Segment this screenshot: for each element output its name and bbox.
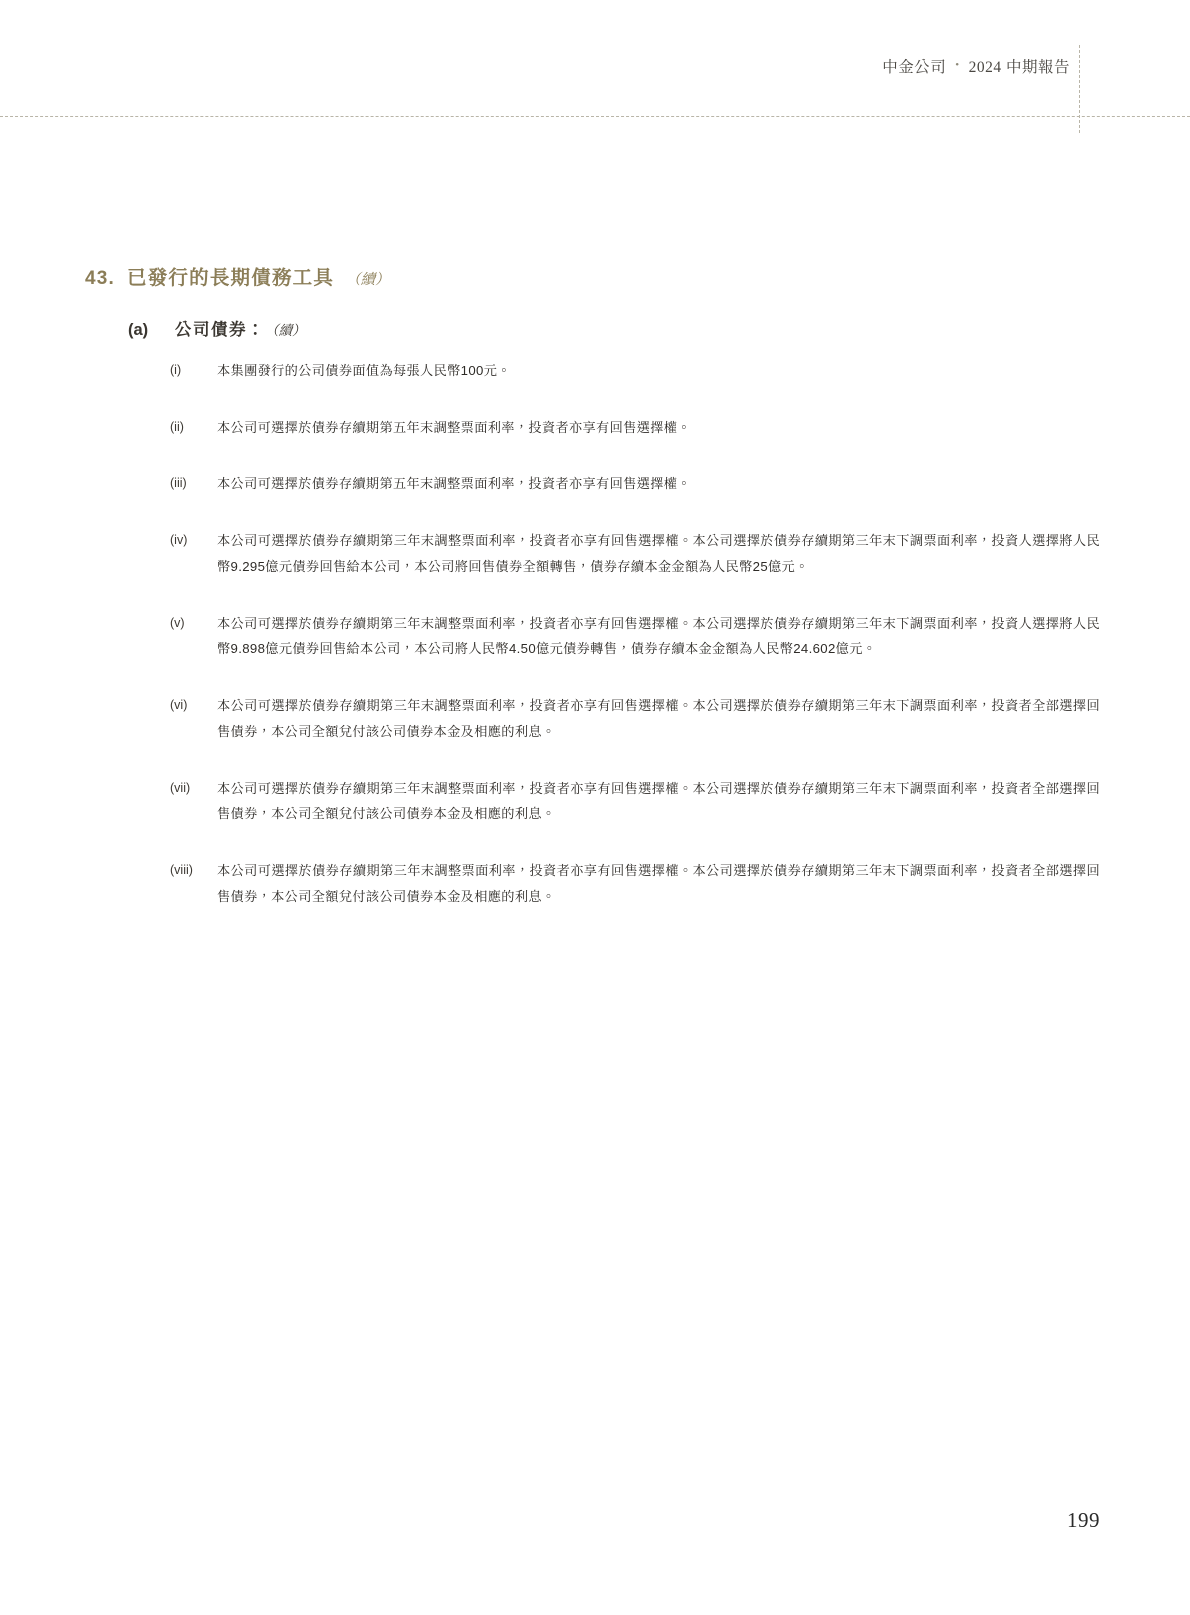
clause-text: 本集團發行的公司債券面值為每張人民幣100元。	[217, 363, 511, 378]
clause-list	[170, 358, 1100, 910]
clause-marker: (i)	[170, 363, 182, 377]
clause-text: 本公司可選擇於債券存續期第五年末調整票面利率，投資者亦享有回售選擇權。	[217, 476, 691, 492]
clause-text: 本公司可選擇於債券存續期第三年末調整票面利率，投資者亦享有回售選擇權。本公司選擇於債券存續期第三年末下調票面利率，投資人選擇將人民幣9.898億元債券回售給本公司，本公司將人民幣4.50億元債券轉售，債券存續本金金額為人民幣24.602億元。	[217, 615, 1100, 657]
clause-marker: (vii)	[170, 780, 191, 795]
list-item	[170, 415, 1100, 441]
clause-text: 本公司可選擇於債券存續期第三年末調整票面利率，投資者亦享有回售選擇權。本公司選擇於債券存續期第三年末下調票面利率，投資者全部選擇回售債券，本公司全額兌付該公司債券本金及相應的利息。	[217, 863, 1100, 904]
list-item	[170, 611, 1100, 662]
section-number: 43.	[85, 268, 116, 289]
subsection-label: (a)	[128, 321, 149, 339]
clause-marker: (ii)	[170, 419, 184, 434]
subsection-continued-note: （續）	[265, 323, 306, 338]
section-heading	[85, 262, 1100, 290]
header-bullet-icon: •	[955, 58, 960, 71]
clause-marker: (vi)	[170, 698, 188, 713]
list-item	[170, 693, 1100, 744]
list-item	[170, 358, 1100, 384]
list-item	[170, 528, 1100, 579]
clause-text: 本公司可選擇於債券存續期第三年末調整票面利率，投資者亦享有回售選擇權。本公司選擇於債券存續期第三年末下調票面利率，投資者全部選擇回售債券，本公司全額兌付該公司債券本金及相應的利息。	[217, 698, 1100, 739]
page-content	[85, 262, 1100, 941]
page-header	[882, 55, 1070, 77]
clause-marker: (iv)	[170, 533, 188, 548]
clause-marker: (viii)	[170, 863, 193, 878]
list-item	[170, 858, 1100, 909]
clause-marker: (iii)	[170, 476, 187, 491]
section-title: 已發行的長期債務工具	[127, 267, 335, 289]
header-divider	[0, 116, 1190, 117]
list-item	[170, 471, 1100, 497]
page-number: 199	[1067, 1508, 1100, 1532]
list-item	[170, 776, 1100, 827]
header-company: 中金公司	[882, 59, 947, 76]
header-report-title: 2024 中期報告	[968, 59, 1070, 76]
clause-text: 本公司可選擇於債券存續期第三年末調整票面利率，投資者亦享有回售選擇權。本公司選擇於債券存續期第三年末下調票面利率，投資者全部選擇回售債券，本公司全額兌付該公司債券本金及相應的利息。	[217, 780, 1100, 822]
subsection-title: 公司債券：	[175, 321, 265, 339]
clause-text: 本公司可選擇於債券存續期第五年末調整票面利率，投資者亦享有回售選擇權。	[217, 419, 691, 435]
section-continued-note: （續）	[346, 272, 390, 288]
header-divider-vertical	[1079, 45, 1080, 133]
subsection-heading	[128, 316, 1100, 340]
clause-text: 本公司可選擇於債券存續期第三年末調整票面利率，投資者亦享有回售選擇權。本公司選擇於債券存續期第三年末下調票面利率，投資人選擇將人民幣9.295億元債券回售給本公司，本公司將回售債券全額轉售，債券存續本金金額為人民幣25億元。	[217, 533, 1100, 574]
clause-marker: (v)	[170, 615, 185, 630]
